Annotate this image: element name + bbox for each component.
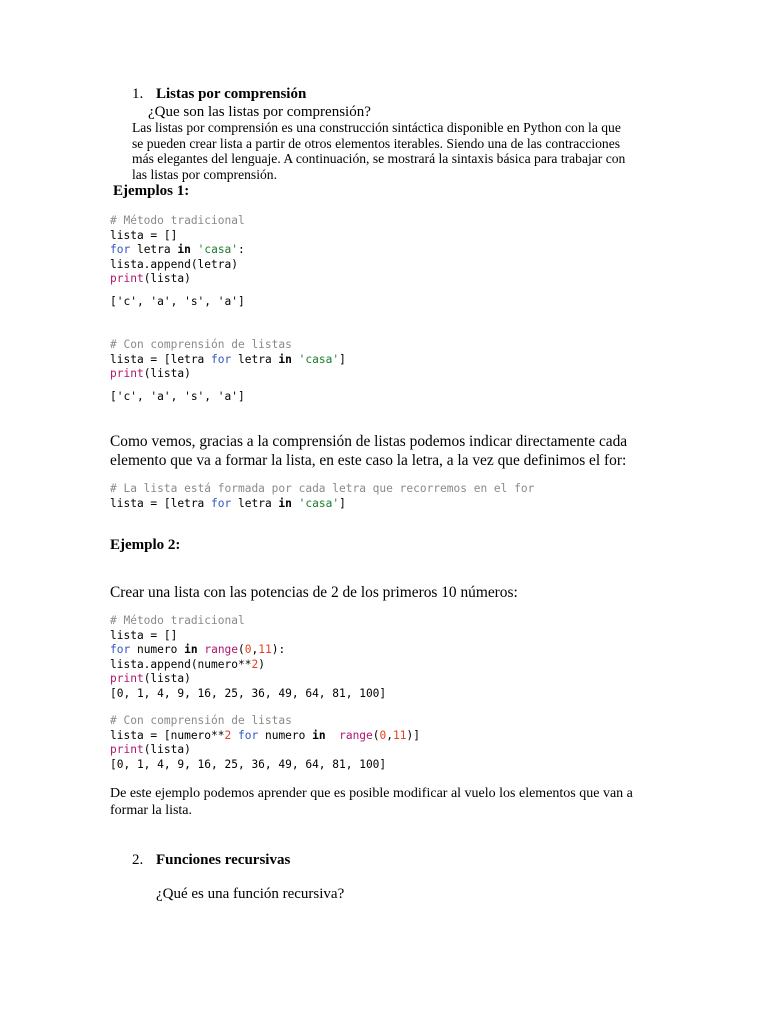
paragraph-line: Como vemos, gracias a la comprensión de listas podemos indicar directamente cada xyxy=(110,433,628,450)
code-comment: # Con comprensión de listas xyxy=(110,714,292,727)
intro-line: Las listas por comprensión es una construcción sintáctica disponible en Python con la que xyxy=(132,120,621,135)
section-1-question: ¿Que son las listas por comprensión? xyxy=(148,104,371,120)
code-line: for letra in 'casa': xyxy=(110,243,245,257)
paragraph-line: elemento que va a formar la lista, en este caso la letra, a la vez que definimos el for: xyxy=(110,451,627,469)
code-output: ['c', 'a', 's', 'a'] xyxy=(110,295,245,308)
code-output: [0, 1, 4, 9, 16, 25, 36, 49, 64, 81, 100] xyxy=(110,757,387,771)
intro-paragraph xyxy=(132,120,625,182)
code-output: [0, 1, 4, 9, 16, 25, 36, 49, 64, 81, 100] xyxy=(110,686,387,700)
explanation-paragraph xyxy=(110,433,627,470)
code-line: print(lista) xyxy=(110,272,191,286)
code-output: ['c', 'a', 's', 'a'] xyxy=(110,390,245,403)
code-line: lista = [] xyxy=(110,628,178,642)
code-line: lista.append(numero**2) xyxy=(110,657,265,671)
code-block-explanation xyxy=(110,482,534,511)
section-1-number: 1. xyxy=(132,86,144,102)
code-block-traditional-letters xyxy=(110,214,245,287)
code-comment: # Método tradicional xyxy=(110,614,245,627)
code-block-traditional-powers xyxy=(110,614,386,702)
code-block-comprehension-letters xyxy=(110,338,346,382)
code-line: print(lista) xyxy=(110,367,191,381)
conclusion-paragraph xyxy=(110,786,633,819)
section-2-question: ¿Qué es una función recursiva? xyxy=(156,886,345,902)
code-comment: # La lista está formada por cada letra que recorremos en el for xyxy=(110,482,535,495)
code-comment: # Método tradicional xyxy=(110,214,245,227)
code-comment: # Con comprensión de listas xyxy=(110,338,292,351)
example-2-heading: Ejemplo 2: xyxy=(110,537,181,553)
code-line: for numero in range(0,11): xyxy=(110,643,286,657)
code-line: lista.append(letra) xyxy=(110,257,238,271)
code-block-comprehension-powers xyxy=(110,714,420,772)
example-2-description: Crear una lista con las potencias de 2 de los primeros 10 números: xyxy=(110,584,518,601)
intro-line: las listas por comprensión. xyxy=(132,166,277,182)
code-line: lista = [] xyxy=(110,228,178,242)
section-2-title: Funciones recursivas xyxy=(156,852,291,868)
intro-line: más elegantes del lenguaje. A continuación, se mostrará la sintaxis básica para trabajar con xyxy=(132,151,626,167)
paragraph-line: formar la lista. xyxy=(110,802,193,818)
section-2-number: 2. xyxy=(132,852,144,868)
examples-1-heading: Ejemplos 1: xyxy=(113,183,190,199)
code-line: lista = [numero**2 for numero in range(0,11)] xyxy=(110,728,420,742)
code-line: print(lista) xyxy=(110,743,191,757)
code-line: lista = [letra for letra in 'casa'] xyxy=(110,352,346,366)
paragraph-line: De este ejemplo podemos aprender que es posible modificar al vuelo los elementos que van a xyxy=(110,786,633,801)
code-line: print(lista) xyxy=(110,672,191,686)
section-1-title: Listas por comprensión xyxy=(156,86,307,102)
intro-line: se pueden crear lista a partir de otros elementos iterables. Siendo una de las contracciones xyxy=(132,135,621,151)
code-line: lista = [letra for letra in 'casa'] xyxy=(110,496,346,510)
